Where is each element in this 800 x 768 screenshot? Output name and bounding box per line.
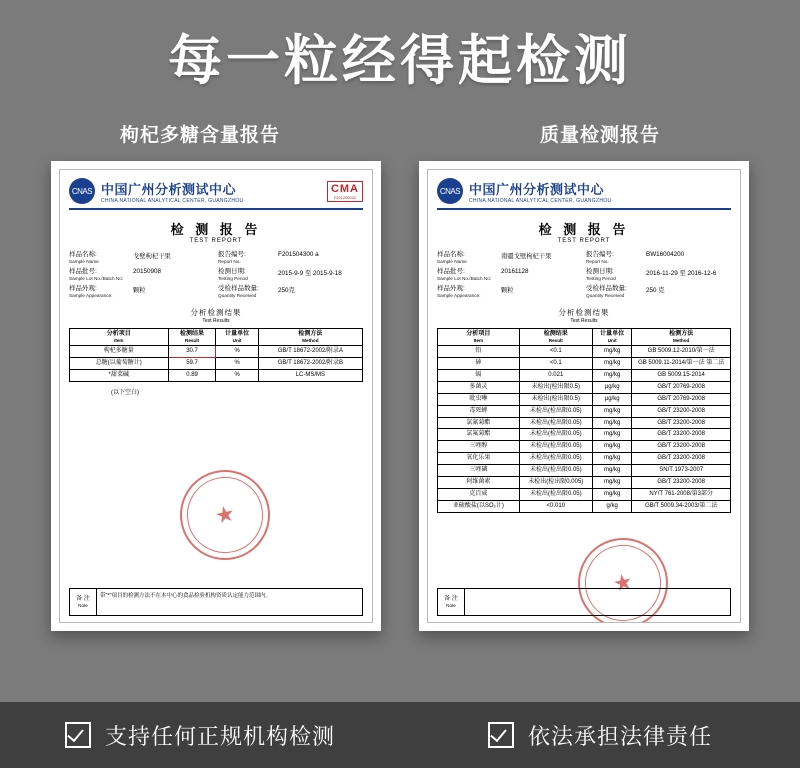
- cell-item: 吡虫啉: [438, 393, 520, 405]
- table-row: [438, 393, 731, 405]
- cell-unit: %: [216, 369, 258, 381]
- note-label: 备 注 Note: [438, 589, 465, 615]
- col-result: 检测结果 Result: [519, 329, 592, 346]
- meta-label: 受检样品数量: Quantity Received: [218, 285, 259, 299]
- cell-item: 阿维菌素: [438, 476, 520, 488]
- table-row: [438, 500, 731, 512]
- table-row: [70, 358, 363, 370]
- meta-value: 250克: [278, 287, 295, 294]
- certificate-header-left: [69, 178, 363, 210]
- report-meta-right: [437, 251, 731, 299]
- cell-result: 未检出(检出限0.05): [519, 405, 592, 417]
- cell-unit: mg/kg: [592, 488, 631, 500]
- cell-unit: mg/kg: [592, 453, 631, 465]
- table-row: [70, 369, 363, 381]
- org-name-en: CHINA NATIONAL ANALYTICAL CENTER, GUANGZHOU: [469, 197, 612, 204]
- cma-mark: [327, 181, 363, 202]
- meta-label: 样品外观: Sample Appearance:: [69, 285, 113, 299]
- cell-item: 总糖(以葡萄糖计): [70, 358, 169, 370]
- cell-unit: mg/kg: [592, 429, 631, 441]
- table-row: [438, 453, 731, 465]
- cell-unit: mg/kg: [592, 405, 631, 417]
- meta-label: 报告编号: Report No.: [218, 251, 246, 265]
- table-row: [438, 488, 731, 500]
- cell-unit: mg/kg: [592, 417, 631, 429]
- report-meta-left: [69, 251, 363, 299]
- cell-item: 三唑醇: [438, 441, 520, 453]
- cell-result: 未检出(检出限0.5): [519, 393, 592, 405]
- report-title-en: TEST REPORT: [557, 238, 611, 244]
- cell-item: 氯氰菊酯: [438, 417, 520, 429]
- results-table-right: [437, 328, 731, 513]
- table-header-row: [438, 329, 731, 346]
- cell-unit: μg/kg: [592, 393, 631, 405]
- meta-label: 样品批号: Sample Lot No./Batch No:: [69, 268, 124, 282]
- cell-method: GB/T 5009.34-2003/第二法: [632, 500, 731, 512]
- cell-item: 多菌灵: [438, 381, 520, 393]
- cell-item: 亚硫酸盐(以SO₂计): [438, 500, 520, 512]
- blank-note-left: (以下空白): [111, 389, 139, 396]
- meta-label: 样品外观: Sample Appearance:: [437, 285, 481, 299]
- col-item: 分析项目 Item: [438, 329, 520, 346]
- caption-left: 枸杞多糖含量报告: [119, 125, 280, 146]
- cma-number: F201200042: [333, 194, 357, 200]
- meta-label: 检测日期: Testing Period: [218, 268, 248, 282]
- meta-value: 南疆戈壁枸杞干果: [501, 253, 552, 260]
- cell-result: 未检出(检出限0.005): [519, 476, 592, 488]
- cell-result: 未检出(检出限0.05): [519, 488, 592, 500]
- col-unit: 计量单位 Unit: [216, 329, 258, 346]
- certificate-captions: [0, 120, 800, 147]
- certificate-right[interactable]: [419, 161, 749, 631]
- cma-label: CMA: [330, 182, 359, 195]
- col-method: 检测方法 Method: [258, 329, 362, 346]
- cell-item: 砷: [438, 358, 520, 370]
- meta-value: 颗粒: [133, 287, 146, 294]
- footer-item-2: [400, 720, 800, 751]
- meta-value: F201504300 a: [278, 251, 319, 258]
- cell-unit: %: [216, 358, 258, 370]
- footer-label-1: 支持任何正规机构检测: [104, 723, 335, 749]
- results-heading-right: 分析检测结果 Test Results: [558, 308, 610, 324]
- cell-method: NY/T 761-2008/第3部分: [632, 488, 731, 500]
- cell-unit: mg/kg: [592, 476, 631, 488]
- report-title-en: TEST REPORT: [189, 238, 243, 244]
- cell-method: GB/T 23200-2008: [632, 405, 731, 417]
- cell-method: GB/T 23200-2008: [632, 476, 731, 488]
- note-text: 带"*"项目的检测方法不在本中心的食品检验机构资质认定能力范围内。: [100, 593, 272, 599]
- footer-item-1: [0, 720, 400, 751]
- cell-method: SN/T 1973-2007: [632, 465, 731, 477]
- note-text: [465, 589, 730, 615]
- cnas-logo-icon: CNAS: [69, 178, 95, 204]
- report-title-cn: 检 测 报 告: [170, 222, 262, 237]
- meta-value: 20161128: [501, 268, 529, 275]
- note-box-left: [69, 588, 363, 616]
- note-box-right: [437, 588, 731, 616]
- cell-method: GB/T 20769-2008: [632, 381, 731, 393]
- meta-value: 250 克: [646, 287, 665, 294]
- certificate-left[interactable]: [51, 161, 381, 631]
- org-name-cn: 中国广州分析测试中心: [469, 181, 605, 197]
- cell-unit: %: [216, 346, 258, 358]
- cell-result: 0.89: [168, 369, 216, 381]
- table-row: [438, 358, 731, 370]
- cell-method: GB 5009.15-2014: [632, 369, 731, 381]
- cell-item: 镉: [438, 369, 520, 381]
- meta-label: 受检样品数量: Quantity Received: [586, 285, 627, 299]
- results-table-left: [69, 328, 363, 382]
- cell-method: GB/T 23200-2008: [632, 417, 731, 429]
- cell-result: 0.021: [519, 369, 592, 381]
- cell-method: GB/T 18672-2002/附录A: [258, 346, 362, 358]
- cell-result: 30.7: [168, 346, 216, 358]
- cell-result: 未检出(检出限0.05): [519, 453, 592, 465]
- cell-item: 氧化乐果: [438, 453, 520, 465]
- table-row: [438, 417, 731, 429]
- meta-label: 样品名称: Sample Name: [437, 251, 467, 265]
- cell-method: GB/T 23200-2008: [632, 453, 731, 465]
- cell-unit: mg/kg: [592, 346, 631, 358]
- cell-result: 未检出(检出限0.5): [519, 381, 592, 393]
- cell-unit: mg/kg: [592, 369, 631, 381]
- cell-result: 未检出(检出限0.05): [519, 441, 592, 453]
- col-result: 检测结果 Result: [168, 329, 216, 346]
- col-method: 检测方法 Method: [632, 329, 731, 346]
- cell-item: 毒死蜱: [438, 405, 520, 417]
- official-stamp: ★: [570, 530, 677, 623]
- results-heading-left: 分析检测结果 Test Results: [190, 308, 242, 324]
- table-row: [438, 429, 731, 441]
- cell-item: *甜菜碱: [70, 369, 169, 381]
- cell-result: <0.010: [519, 500, 592, 512]
- cell-unit: mg/kg: [592, 441, 631, 453]
- cell-result: <0.1: [519, 358, 592, 370]
- report-title-left: [69, 219, 363, 244]
- cell-result: 未检出(检出限0.05): [519, 429, 592, 441]
- table-row: [438, 405, 731, 417]
- cell-item: 枸杞多糖量: [70, 346, 169, 358]
- cell-method: GB 5009.12-2010/第一法: [632, 346, 731, 358]
- table-row: [438, 476, 731, 488]
- page-title: 每一粒经得起检测: [168, 31, 632, 91]
- cell-result: 59.7: [168, 358, 216, 370]
- table-row: [438, 381, 731, 393]
- meta-value: 2015-9-9 至 2015-9-18: [278, 270, 342, 277]
- caption-right: 质量检测报告: [539, 125, 660, 146]
- col-item: 分析项目 Item: [70, 329, 169, 346]
- table-row: [70, 346, 363, 358]
- cnas-logo-icon: CNAS: [437, 178, 463, 204]
- cell-item: 克百威: [438, 488, 520, 500]
- official-stamp: ★: [172, 462, 279, 569]
- table-row: [438, 346, 731, 358]
- table-row: [438, 465, 731, 477]
- certificates-row: [0, 161, 800, 631]
- certificate-header-right: [437, 178, 731, 210]
- meta-label: 样品名称: Sample Name: [69, 251, 99, 265]
- cell-item: 铅: [438, 346, 520, 358]
- meta-value: 20150908: [133, 268, 162, 275]
- table-header-row: [70, 329, 363, 346]
- meta-label: 样品批号: Sample Lot No./Batch No:: [437, 268, 492, 282]
- cell-unit: g/kg: [592, 500, 631, 512]
- footer-label-2: 依法承担法律责任: [527, 723, 712, 749]
- footer-bar: [0, 702, 800, 768]
- cell-result: <0.1: [519, 346, 592, 358]
- cell-unit: μg/kg: [592, 381, 631, 393]
- meta-value: 戈壁枸杞干果: [133, 253, 171, 260]
- meta-value: 2016-11-29 至 2016-12-6: [646, 270, 717, 277]
- cell-result: 未检出(检出限0.05): [519, 465, 592, 477]
- check-icon: [488, 722, 514, 748]
- cell-method: GB 5009.11-2014/第一法 第二法: [632, 358, 731, 370]
- org-name-cn: 中国广州分析测试中心: [101, 181, 237, 197]
- table-row: [438, 441, 731, 453]
- meta-value: 颗粒: [501, 287, 514, 294]
- table-row: [438, 369, 731, 381]
- cell-method: GB/T 18672-2002/附录B: [258, 358, 362, 370]
- col-unit: 计量单位 Unit: [592, 329, 631, 346]
- meta-label: 报告编号: Report No.: [586, 251, 614, 265]
- report-title-cn: 检 测 报 告: [538, 222, 630, 237]
- cell-method: GB/T 20769-2008: [632, 393, 731, 405]
- cell-unit: mg/kg: [592, 465, 631, 477]
- cell-item: 三唑磷: [438, 465, 520, 477]
- cell-item: 氯氟菊酯: [438, 429, 520, 441]
- meta-label: 检测日期: Testing Period: [586, 268, 616, 282]
- cell-method: GB/T 23200-2008: [632, 429, 731, 441]
- org-name-en: CHINA NATIONAL ANALYTICAL CENTER, GUANGZHOU: [101, 197, 244, 204]
- check-icon: [65, 722, 91, 748]
- note-label: 备 注 Note: [70, 589, 97, 615]
- cell-method: LC-MS/MS: [258, 369, 362, 381]
- report-title-right: [437, 219, 731, 244]
- meta-value: BW16004200: [646, 251, 685, 258]
- cell-unit: mg/kg: [592, 358, 631, 370]
- cell-method: GB/T 23200-2008: [632, 441, 731, 453]
- cell-result: 未检出(检出限0.05): [519, 417, 592, 429]
